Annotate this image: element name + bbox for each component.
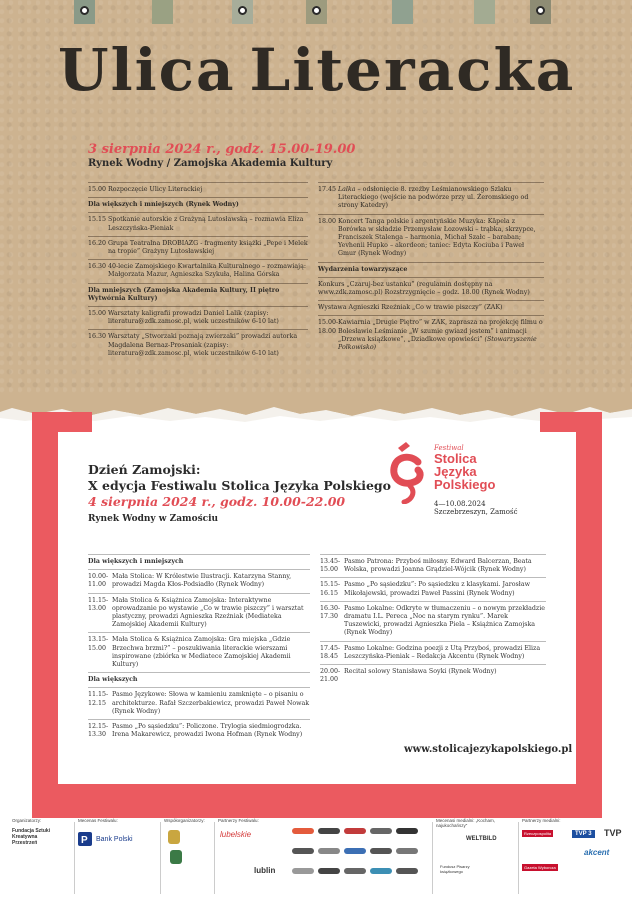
- festival-place: Rynek Wodny w Zamościu: [88, 514, 219, 524]
- program-row: 20.00- 21.00 Recital solowy Stanisława Soyki (Rynek Wodny): [320, 664, 546, 687]
- kraft-paper-section: [0, 0, 632, 412]
- tag-decoration: [530, 0, 551, 24]
- program-row: Konkurs „Czaruj-bez ustanku” (regulamin dostępny na www.zdk.zamosc.pl) Rozstrzygnięcie – godz. 18.00 (Rynek Wodny): [318, 277, 544, 300]
- program-ulica-left: [88, 182, 308, 361]
- partners-coorganizers: Współorganizatorzy:: [164, 818, 212, 900]
- org-logo-text: Fundacja Sztuki Kreatywna Przestrzeń: [12, 828, 51, 846]
- festival-logo-mark-icon: [388, 442, 430, 504]
- crest-logo-icon: [168, 830, 180, 844]
- logo-festival-dates: 4—10.08.2024 Szczebrzeszyn, Zamość: [434, 500, 518, 516]
- program-row: 17.45- 18.45 Pasmo Lokalne: Godzina poezji z Utą Przyboś, prowadzi Eliza Leszczyńska-Pieniak – Redakcja Akcentu (Rynek Wodny): [320, 641, 546, 664]
- partners-media-patrons: Mecenasi medialni: „Kocham, najukochańszy” WELTBILD Fundusz Pisarzy książkowego: [436, 818, 497, 874]
- partners-festival: Partnerzy Festiwalu: lubelskie lublin: [218, 818, 428, 900]
- program-festival-left: [88, 554, 310, 742]
- program-row: 16.30- 17.30 Pasmo Lokalne: Odkryte w tłumaczeniu – o nowym przekładzie dramatu I.L. Pereca „Noc na starym rynku”. Marek Tuszewicki, prowadzi Agnieszka Piela – Książnica Zamojska (Rynek Wodny): [320, 601, 546, 641]
- svg-text:P: P: [81, 835, 88, 846]
- program-subheading: Dla mniejszych (Zamojska Akademia Kultury, II piętro Wytwórnia Kultury): [88, 283, 308, 306]
- title-word-ulica: Ulica: [58, 36, 236, 104]
- tag-decoration: [306, 0, 327, 24]
- partners-organizers: Organizatorzy: Fundacja Sztuki Kreatywna Przestrzeń: [12, 818, 72, 900]
- program-row: 15.00 Rozpoczęcie Ulicy Literackiej: [88, 182, 308, 197]
- crest-logo-icon: [170, 850, 182, 864]
- frame-top-right: [540, 412, 602, 432]
- tag-decoration: [152, 0, 173, 24]
- page-title: [58, 36, 578, 104]
- frame-left: [32, 412, 58, 818]
- tag-decoration: [232, 0, 253, 24]
- program-row: 15.00- 18.00 Kawiarnia „Drugie Piętro” w ZAK, zaprasza na projekcję filmu o Bolesławie Leśmianie „W szumie gwiazd jestem” i animacji „Drzewa książkowe”, „Dziadkowe opowieści” (Stowarzyszenie Polkowisko): [318, 315, 544, 355]
- program-row: 15.00 Warsztaty kaligrafii prowadzi Daniel Lalik (zapisy: literatura@zdk.zamosc.pl, wiek uczestników 6-10 lat): [88, 306, 308, 329]
- program-row: 16.30 40-lecie Zamojskiego Kwartalnika Kulturalnego – rozmawiają: Małgorzata Mazur, Agnieszka Szykuła, Halina Górska: [88, 259, 308, 282]
- frame-bottom: [32, 784, 602, 818]
- program-row: 12.15- 13.30 Pasmo „Po sąsiedzku”: Policzone. Trylogia siedmiogrodzka. Irena Makarewicz, prowadzi Iwona Hofman (Rynek Wodny): [88, 719, 310, 742]
- event-place: Rynek Wodny / Zamojska Akademia Kultury: [88, 158, 333, 169]
- festival-logo: [388, 442, 548, 516]
- program-row: 15.15 Spotkanie autorskie z Grażyną Lutosławską – rozmawia Eliza Leszczyńska-Pieniak: [88, 212, 308, 235]
- festival-website-link[interactable]: www.stolicajezykapolskiego.pl: [404, 744, 573, 755]
- festival-date: 4 sierpnia 2024 r., godz. 10.00-22.00: [88, 494, 346, 509]
- frame-right: [576, 412, 602, 818]
- partners-media: Partnerzy medialni: Rzeczpospolita TVP 3 TVP akcent Gazeta Wyborcza: [522, 818, 622, 870]
- program-row: 13.15- 15.00 Mała Stolica & Książnica Zamojska: Gra miejska „Gdzie Brzechwa brzmi?” – poszukiwania literackie wierszami inspirowane (zbiórka w Mediatece Zamojskiej Akademii Kultury): [88, 632, 310, 672]
- tag-decoration: [474, 0, 495, 24]
- program-subheading: Wydarzenia towarzyszące: [318, 262, 544, 277]
- program-row: 17.45 Lalka – odsłonięcie 8. rzeźby Leśmianowskiego Szlaku Literackiego (wejście na podwórze przy ul. Żeromskiego od strony Katedry): [318, 182, 544, 214]
- program-subheading: Dla większych: [88, 672, 310, 687]
- partners-strip: [0, 818, 632, 900]
- program-row: 13.45- 15.00 Pasmo Patrona: Przyboś miłosny. Edward Balcerzan, Beata Wolska, prowadzi Joanna Grądziel-Wójcik (Rynek Wodny): [320, 554, 546, 577]
- program-row: 10.00- 11.00 Mała Stolica: W Królestwie Ilustracji. Katarzyna Stanny, prowadzi Magda Kłos-Podsiadło (Rynek Wodny): [88, 569, 310, 592]
- tag-decoration: [74, 0, 95, 24]
- logo-festival-name: Stolica Języka Polskiego: [434, 451, 496, 492]
- bank-logo-icon: [78, 832, 92, 846]
- frame-top-left: [32, 412, 92, 432]
- program-row: 16.20 Grupa Teatralna DROBIAZG - fragmenty książki „Pepe i Melek na tropie” Grażyny Lutosławskiej: [88, 236, 308, 259]
- event-date: 3 sierpnia 2024 r., godz. 15.00-19.00: [88, 142, 356, 157]
- title-word-literacka: Literacka: [249, 36, 576, 104]
- logo-festival-word: Festiwal: [434, 444, 464, 452]
- program-row: Wystawa Agnieszki Rzeźniak „Co w trawie piszczy” (ZAK): [318, 300, 544, 315]
- program-row: 15.15- 16.15 Pasmo „Po sąsiedzku”: Po sąsiedzku z klasykami. Jarosław Mikołajewski, prowadzi Paweł Passini (Rynek Wodny): [320, 577, 546, 600]
- program-subheading: Dla większych i mniejszych (Rynek Wodny): [88, 197, 308, 212]
- program-row: 11.15- 13.00 Mała Stolica & Książnica Zamojska: Interaktywne oprowadzanie po wystawie „Co w trawie piszczy” i warsztat plastyczny, prowadzi Agnieszka Rzeźniak (Mediateka Zamojskiej Akademii Kultury): [88, 593, 310, 633]
- partners-patron: Mecenas Festiwalu: P Bank Polski: [78, 818, 133, 846]
- tag-decoration: [392, 0, 413, 24]
- program-festival-right: [320, 554, 546, 687]
- festival-heading: Dzień Zamojski: X edycja Festiwalu Stolica Języka Polskiego: [88, 462, 392, 493]
- program-subheading: Dla większych i mniejszych: [88, 554, 310, 569]
- program-row: 11.15- 12.15 Pasmo Językowe: Słowa w kamieniu zamknięte – o pisaniu o architekturze. Rafał Szczerbakiewicz, prowadzi Paweł Nowak (Rynek Wodny): [88, 687, 310, 719]
- program-ulica-right: [318, 182, 544, 355]
- program-row: 18.00 Koncert Tanga polskie i argentyńskie Muzyka: Kāpela z Borówka w składzie Przemysław Łozowski – trąbka, skrzypce, Franciszek Stalenga – harmonia, Michał Szałc – baraban; Yevhenii Hupko – akordeon; taniec: Edyta Kociuba i Paweł Gmur (Rynek Wodny): [318, 214, 544, 262]
- torn-paper-edge: [0, 395, 632, 425]
- program-row: 16.30 Warsztaty „Stworzaki poznają zwierzaki” prowadzi autorka Magdalena Bernaz-Prosaniak (zapisy: literatura@zdk.zamosc.pl, wiek uczestników 6-10 lat): [88, 329, 308, 361]
